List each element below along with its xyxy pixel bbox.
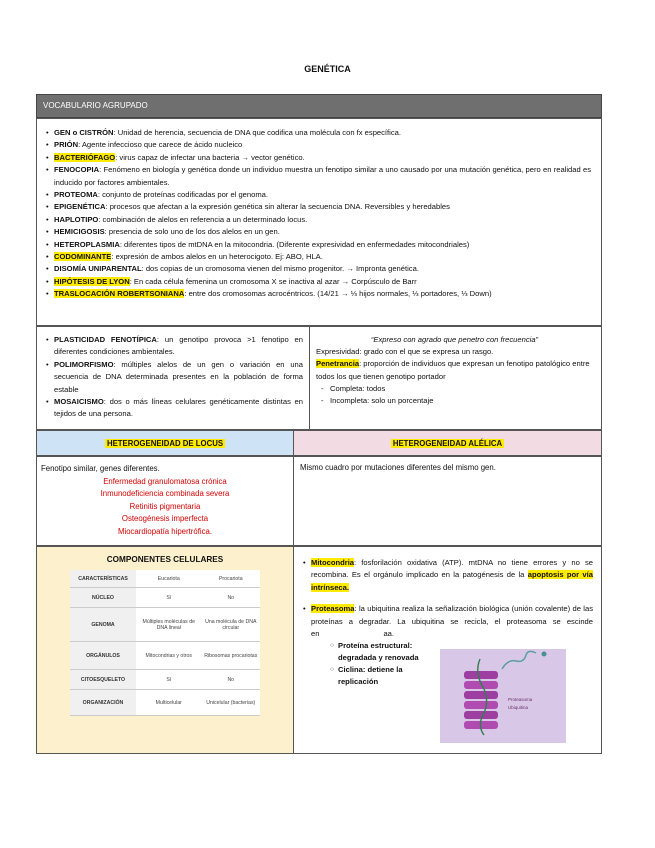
- locus-example: Retinitis pigmentaria: [129, 501, 201, 511]
- locus-example: Inmunodeficiencia combinada severa: [100, 489, 230, 499]
- vocab-definition: : presencia de solo uno de los dos alelos en un gen.: [104, 227, 280, 237]
- table-header-cell: CARACTERÍSTICAS: [70, 570, 136, 588]
- penetrancia-term: Penetrancia: [316, 359, 360, 369]
- concept-definition: : dos o más líneas celulares genéticamente distintas en tejidos de una persona.: [54, 397, 303, 419]
- componentes-box: [36, 546, 294, 754]
- table-row: [70, 690, 260, 716]
- penetrancia-completa: - Completa: todos: [330, 383, 593, 395]
- vocab-term: GEN o CISTRÓN: [54, 128, 114, 137]
- vocab-term: CODOMINANTE: [54, 252, 112, 262]
- ubiquitin-bead-icon: [542, 652, 547, 657]
- table-cell: NÚCLEO: [70, 588, 136, 608]
- vocab-definition: : virus capaz de infectar una bacteria → vector genético.: [115, 152, 305, 162]
- vocab-definition: : entre dos cromosomas acrocéntricos. (14/21 → ⅓ hijos normales, ⅓ portadores, ⅓ Down): [184, 289, 492, 299]
- vocab-term: HIPÓTESIS DE LYON: [54, 276, 130, 286]
- table-cell: ORGANIZACIÓN: [70, 690, 136, 716]
- table-header-cell: Eucariota: [136, 570, 202, 588]
- vocab-definition: : Fenómeno en biología y genética donde un individuo muestra un fenotipo similar a uno causado por una mutación genética, pero en realidad es inducido por factores ambientales.: [54, 165, 591, 187]
- proteasoma-tail: aa.: [383, 629, 395, 639]
- vocab-item: [54, 201, 591, 213]
- table-row: [70, 670, 260, 690]
- vocab-term: PROTEOMA: [54, 190, 98, 200]
- vocab-box: [36, 118, 602, 326]
- row2-left: [36, 326, 310, 430]
- apoptosis-highlight: apoptosis por vía intrínseca.: [311, 570, 593, 592]
- concept-item: [54, 396, 303, 421]
- mitocondria-def: : fosforilación oxidativa (ATP). mtDNA no tiene errores y no se recombina. Es el orgánulo implicado en la patogénesis de la: [311, 558, 593, 580]
- vocab-term: FENOCOPIA: [54, 165, 100, 175]
- penetrancia-text: [316, 358, 593, 382]
- concept-item: [54, 359, 303, 396]
- organulos-list: [302, 557, 593, 640]
- concept-definition: : un genotipo provoca >1 fenotipo en diferentes condiciones ambientales.: [54, 335, 303, 357]
- vocab-item: [54, 189, 591, 201]
- vocab-definition: : conjunto de proteínas codificadas por el genoma.: [97, 190, 269, 200]
- proteasoma-term: Proteasoma: [311, 604, 355, 614]
- table-row: [70, 588, 260, 608]
- alelica-body: [293, 456, 602, 546]
- locus-example: Osteogénesis imperfecta: [121, 514, 209, 524]
- penetrancia-types: [316, 383, 593, 407]
- vocab-item: [54, 139, 591, 151]
- figure-label: Proteasoma: [508, 697, 533, 702]
- concept-term: POLIMORFISMO: [54, 359, 114, 369]
- vocab-item: [54, 164, 591, 189]
- penetrancia-incompleta: - Incompleta: solo un porcentaje: [330, 395, 593, 407]
- concept-item: [54, 334, 303, 359]
- mitocondria-item: [311, 557, 593, 594]
- mitocondria-term: Mitocondria: [311, 558, 355, 567]
- proteasoma-sub-item: ○ Proteína estructural: degradada y renovada: [338, 640, 438, 664]
- locus-example: Miocardiopatía hipertrófica.: [117, 526, 213, 536]
- table-cell: Unicelular (bacterias): [202, 690, 260, 716]
- vocab-definition: : combinación de alelos en referencia a un determinado locus.: [98, 214, 308, 224]
- table-row: [70, 608, 260, 642]
- vocab-definition: : Agente infeccioso que carece de ácido nucleico: [78, 140, 243, 150]
- alelica-text: Mismo cuadro por mutaciones diferentes del mismo gen.: [300, 463, 496, 472]
- table-cell: Mitocondrias y otros: [136, 642, 202, 670]
- penetrancia-def: : proporción de individuos que expresan un fenotipo patológico entre todos los que tienen genotipo portador: [316, 359, 590, 381]
- vocab-item: [54, 127, 591, 139]
- table-cell: ORGÁNULOS: [70, 642, 136, 670]
- vocab-item: [54, 251, 591, 263]
- mnemonic-quote: “Expreso con agrado que penetro con frecuencia”: [370, 335, 539, 344]
- vocab-item: [54, 152, 591, 164]
- vocab-definition: : expresión de ambos alelos en un heterocigoto. Ej: ABO, HLA.: [111, 252, 323, 262]
- locus-header-label: HETEROGENEIDAD DE LOCUS: [106, 438, 224, 448]
- table-header-cell: Procariota: [202, 570, 260, 588]
- table-cell: No: [202, 670, 260, 690]
- proteasoma-def: : la ubiquitina realiza la señalización biológica (unión covalente) de las proteínas a degradar. La ubiquitina se recicla, el proteasoma se escinde en: [311, 604, 593, 639]
- vocab-item: [54, 263, 591, 275]
- vocab-item: [54, 214, 591, 226]
- figure-label: Ubiquitina: [508, 705, 529, 710]
- vocab-term: HAPLOTIPO: [54, 214, 99, 224]
- proteasoma-item: [311, 603, 593, 640]
- vocab-definition: : diferentes tipos de mtDNA en la mitocondria. (Diferente expresividad en enfermedades mitocondriales): [119, 239, 470, 249]
- vocab-item: [54, 226, 591, 238]
- row2-right: [309, 326, 602, 430]
- vocab-definition: : dos copias de un cromosoma vienen del mismo progenitor. → Impronta genética.: [141, 264, 419, 274]
- vocab-term: EPIGENÉTICA: [54, 202, 106, 212]
- alelica-header-label: HETEROGENEIDAD ALÉLICA: [392, 438, 503, 448]
- vocab-definition: : En cada célula femenina un cromosoma X se inactiva al azar → Corpúsculo de Barr: [129, 276, 417, 286]
- vocab-list: [45, 127, 591, 301]
- vocab-item: [54, 239, 591, 251]
- row2-left-list: [45, 334, 303, 421]
- table-row: [70, 642, 260, 670]
- organulos-box: [293, 546, 602, 754]
- vocab-definition: : procesos que afectan a la expresión genética sin alterar la secuencia DNA. Reversibles y heredables: [105, 202, 450, 212]
- table-cell: Sí: [136, 670, 202, 690]
- vocab-term: TRASLOCACIÓN ROBERTSONIANA: [54, 289, 185, 299]
- alelica-header: [293, 430, 602, 456]
- vocab-item: [54, 276, 591, 288]
- concept-term: MOSAICISMO: [54, 397, 104, 407]
- table-cell: GENOMA: [70, 608, 136, 642]
- vocab-term: HETEROPLASMIA: [54, 239, 120, 249]
- table-cell: Una molécula de DNA circular: [202, 608, 260, 642]
- componentes-table: [70, 570, 260, 716]
- locus-example: Enfermedad granulomatosa crónica: [103, 476, 227, 486]
- vocab-term: DISOMÍA UNIPARENTAL: [54, 264, 142, 274]
- concept-definition: : múltiples alelos de un gen o variación en una secuencia de DNA determinada presentes en la población de forma estable: [54, 359, 303, 394]
- vocab-term: HEMICIGOSIS: [54, 227, 105, 237]
- table-cell: Ribosomas procariotas: [202, 642, 260, 670]
- vocab-term: PRIÓN: [54, 140, 79, 150]
- table-cell: Múltiples moléculas de DNA lineal: [136, 608, 202, 642]
- locus-header: [36, 430, 294, 456]
- vocab-item: [54, 288, 591, 300]
- locus-lead: Fenotipo similar, genes diferentes.: [41, 464, 160, 473]
- illustration-background: [440, 649, 566, 743]
- proteasoma-sub-item: ○ Ciclina: detiene la replicación: [338, 664, 438, 688]
- vocab-term: BACTERIÓFAGO: [54, 152, 116, 162]
- table-cell: CITOESQUELETO: [70, 670, 136, 690]
- vocab-definition: : Unidad de herencia, secuencia de DNA que codifica una molécula con fx específica.: [113, 128, 401, 137]
- proteasome-illustration: [440, 649, 566, 743]
- concept-term: PLASTICIDAD FENOTÍPICA: [54, 335, 157, 344]
- expresividad-text: Expresividad: grado con el que se expresa un rasgo.: [316, 347, 494, 357]
- vocab-header: VOCABULARIO AGRUPADO: [36, 94, 602, 118]
- table-cell: No: [202, 588, 260, 608]
- table-cell: Sí: [136, 588, 202, 608]
- table-header-row: [70, 570, 260, 588]
- table-cell: Multicelular: [136, 690, 202, 716]
- locus-body: [36, 456, 294, 546]
- page-title: GENÉTICA: [304, 64, 351, 74]
- componentes-title: COMPONENTES CELULARES: [106, 555, 224, 564]
